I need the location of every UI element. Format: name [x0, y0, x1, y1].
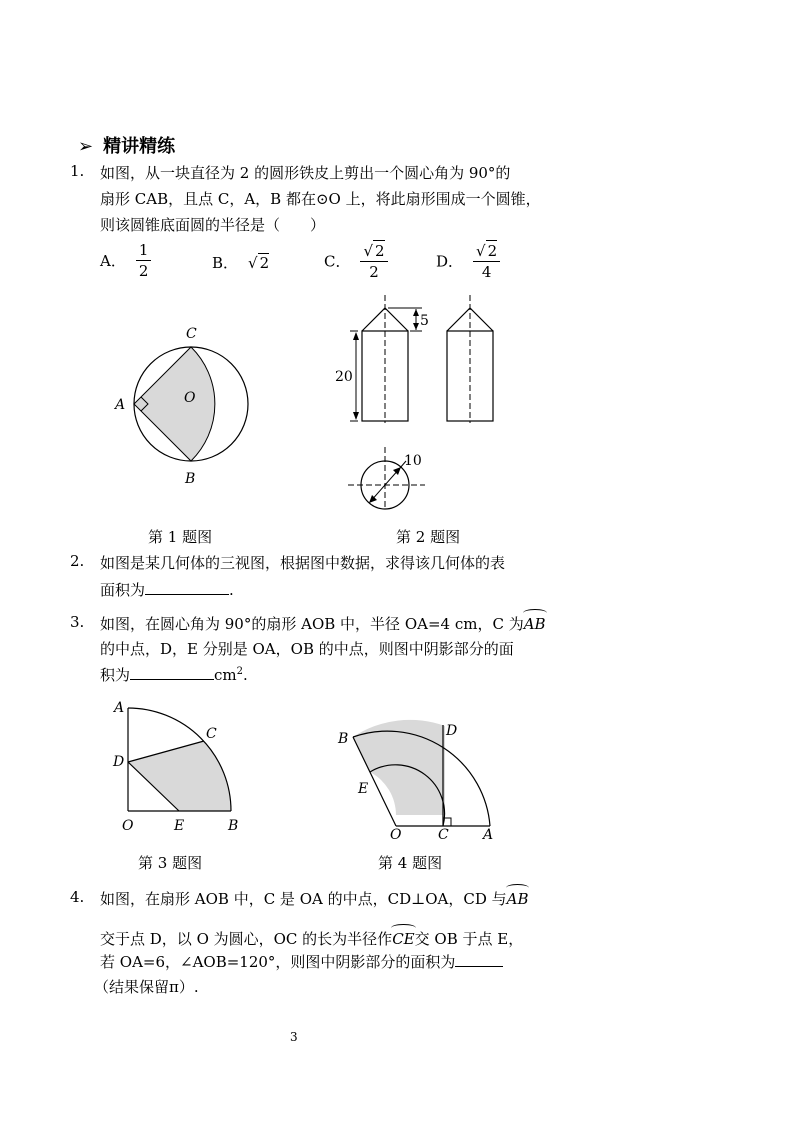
fig1-shaded-sector [134, 347, 215, 461]
fig1-label-b: B [185, 471, 196, 487]
fig4-label-a: A [483, 827, 494, 843]
fig2-diameter-label: 10 [404, 453, 422, 469]
q3-answer-blank[interactable] [130, 665, 214, 680]
section-title-text: 精讲精练 [103, 136, 176, 157]
fig3-shaded-region [128, 741, 231, 811]
q2-line-1: 如图是某几何体的三视图，根据图中数据，求得该几何体的表 [100, 554, 506, 572]
arrow-icon: ➢ [78, 136, 94, 157]
q4-line-3: 若 OA=6，∠AOB=120°，则图中阴影部分的面积为 [100, 951, 503, 972]
q3-line-1: 如图，在圆心角为 90°的扇形 AOB 中，半径 OA=4 cm，C 为AB [100, 615, 546, 633]
q2-answer-blank[interactable] [145, 580, 229, 595]
q2-line-2: 面积为 . [100, 581, 234, 599]
q4-line-4: （结果保留π）. [94, 978, 199, 996]
q4-line-1: 如图，在扇形 AOB 中，C 是 OA 的中点，CD⊥OA，CD 与AB [100, 890, 529, 908]
q4-arc-ab: AB [506, 890, 529, 908]
fig4-label-b: B [338, 731, 349, 747]
fig3-caption: 第 3 题图 [138, 854, 203, 872]
figure-4 [330, 715, 510, 850]
fig4-caption: 第 4 题图 [378, 854, 443, 872]
section-title [78, 132, 175, 158]
figure-2 [330, 295, 540, 510]
fig3-label-c: C [206, 726, 217, 742]
fig4-label-o: O [390, 827, 402, 843]
fig4-label-d: D [446, 723, 458, 739]
figure-3 [110, 700, 260, 840]
q1-option-a: A． $\frac{1}{2}$ [100, 240, 151, 281]
q1-line-1: 如图，从一块直径为 2 的圆形铁皮上剪出一个圆心角为 90°的 [100, 164, 511, 182]
q1-line-3: 则该圆锥底面圆的半径是（ ） [100, 216, 326, 234]
fig1-label-a: A [115, 397, 126, 413]
fig4-label-e: E [358, 781, 369, 797]
q4-number: 4. [70, 888, 85, 906]
q3-line-3: 积为 $cm^2$. [100, 666, 248, 684]
q4-line-2: 交于点 D，以 O 为圆心，OC 的长为半径作CE交 OB 于点 E， [100, 930, 524, 948]
q2-number: 2. [70, 552, 85, 570]
fig3-label-e: E [174, 818, 185, 834]
q3-arc-ab: AB [523, 615, 546, 633]
fig3-label-o: O [122, 818, 134, 834]
figure-1 [110, 320, 280, 490]
q4-answer-blank[interactable] [455, 952, 503, 967]
fig1-caption: 第 1 题图 [148, 528, 213, 546]
fig2-height-label: 20 [335, 369, 353, 385]
fig1-label-o: O [184, 390, 196, 406]
fig2-roof-label: 5 [420, 313, 429, 329]
q1-line-2: 扇形 CAB，且点 C，A，B 都在⊙O 上，将此扇形围成一个圆锥， [100, 190, 541, 208]
fig4-shaded-region [353, 720, 445, 815]
page-number: 3 [290, 1030, 298, 1044]
q3-line-2: 的中点，D，E 分别是 OA，OB 的中点，则图中阴影部分的面 [100, 640, 514, 658]
fig3-label-d: D [113, 754, 125, 770]
q3-number: 3. [70, 613, 85, 631]
fig3-label-a: A [114, 700, 125, 716]
q1-option-b: B． √ 2 [212, 254, 270, 272]
q1-option-c: C． $\frac{√ 2}{2}$ [324, 240, 388, 282]
fig3-label-b: B [228, 818, 239, 834]
q4-arc-ce: CE [392, 930, 415, 948]
q1-number: 1. [70, 162, 85, 180]
q1-option-d: D． $\frac{√ 2}{4}$ [436, 240, 500, 282]
fig1-label-c: C [186, 326, 197, 342]
fig4-label-c: C [438, 827, 449, 843]
fig2-caption: 第 2 题图 [396, 528, 461, 546]
